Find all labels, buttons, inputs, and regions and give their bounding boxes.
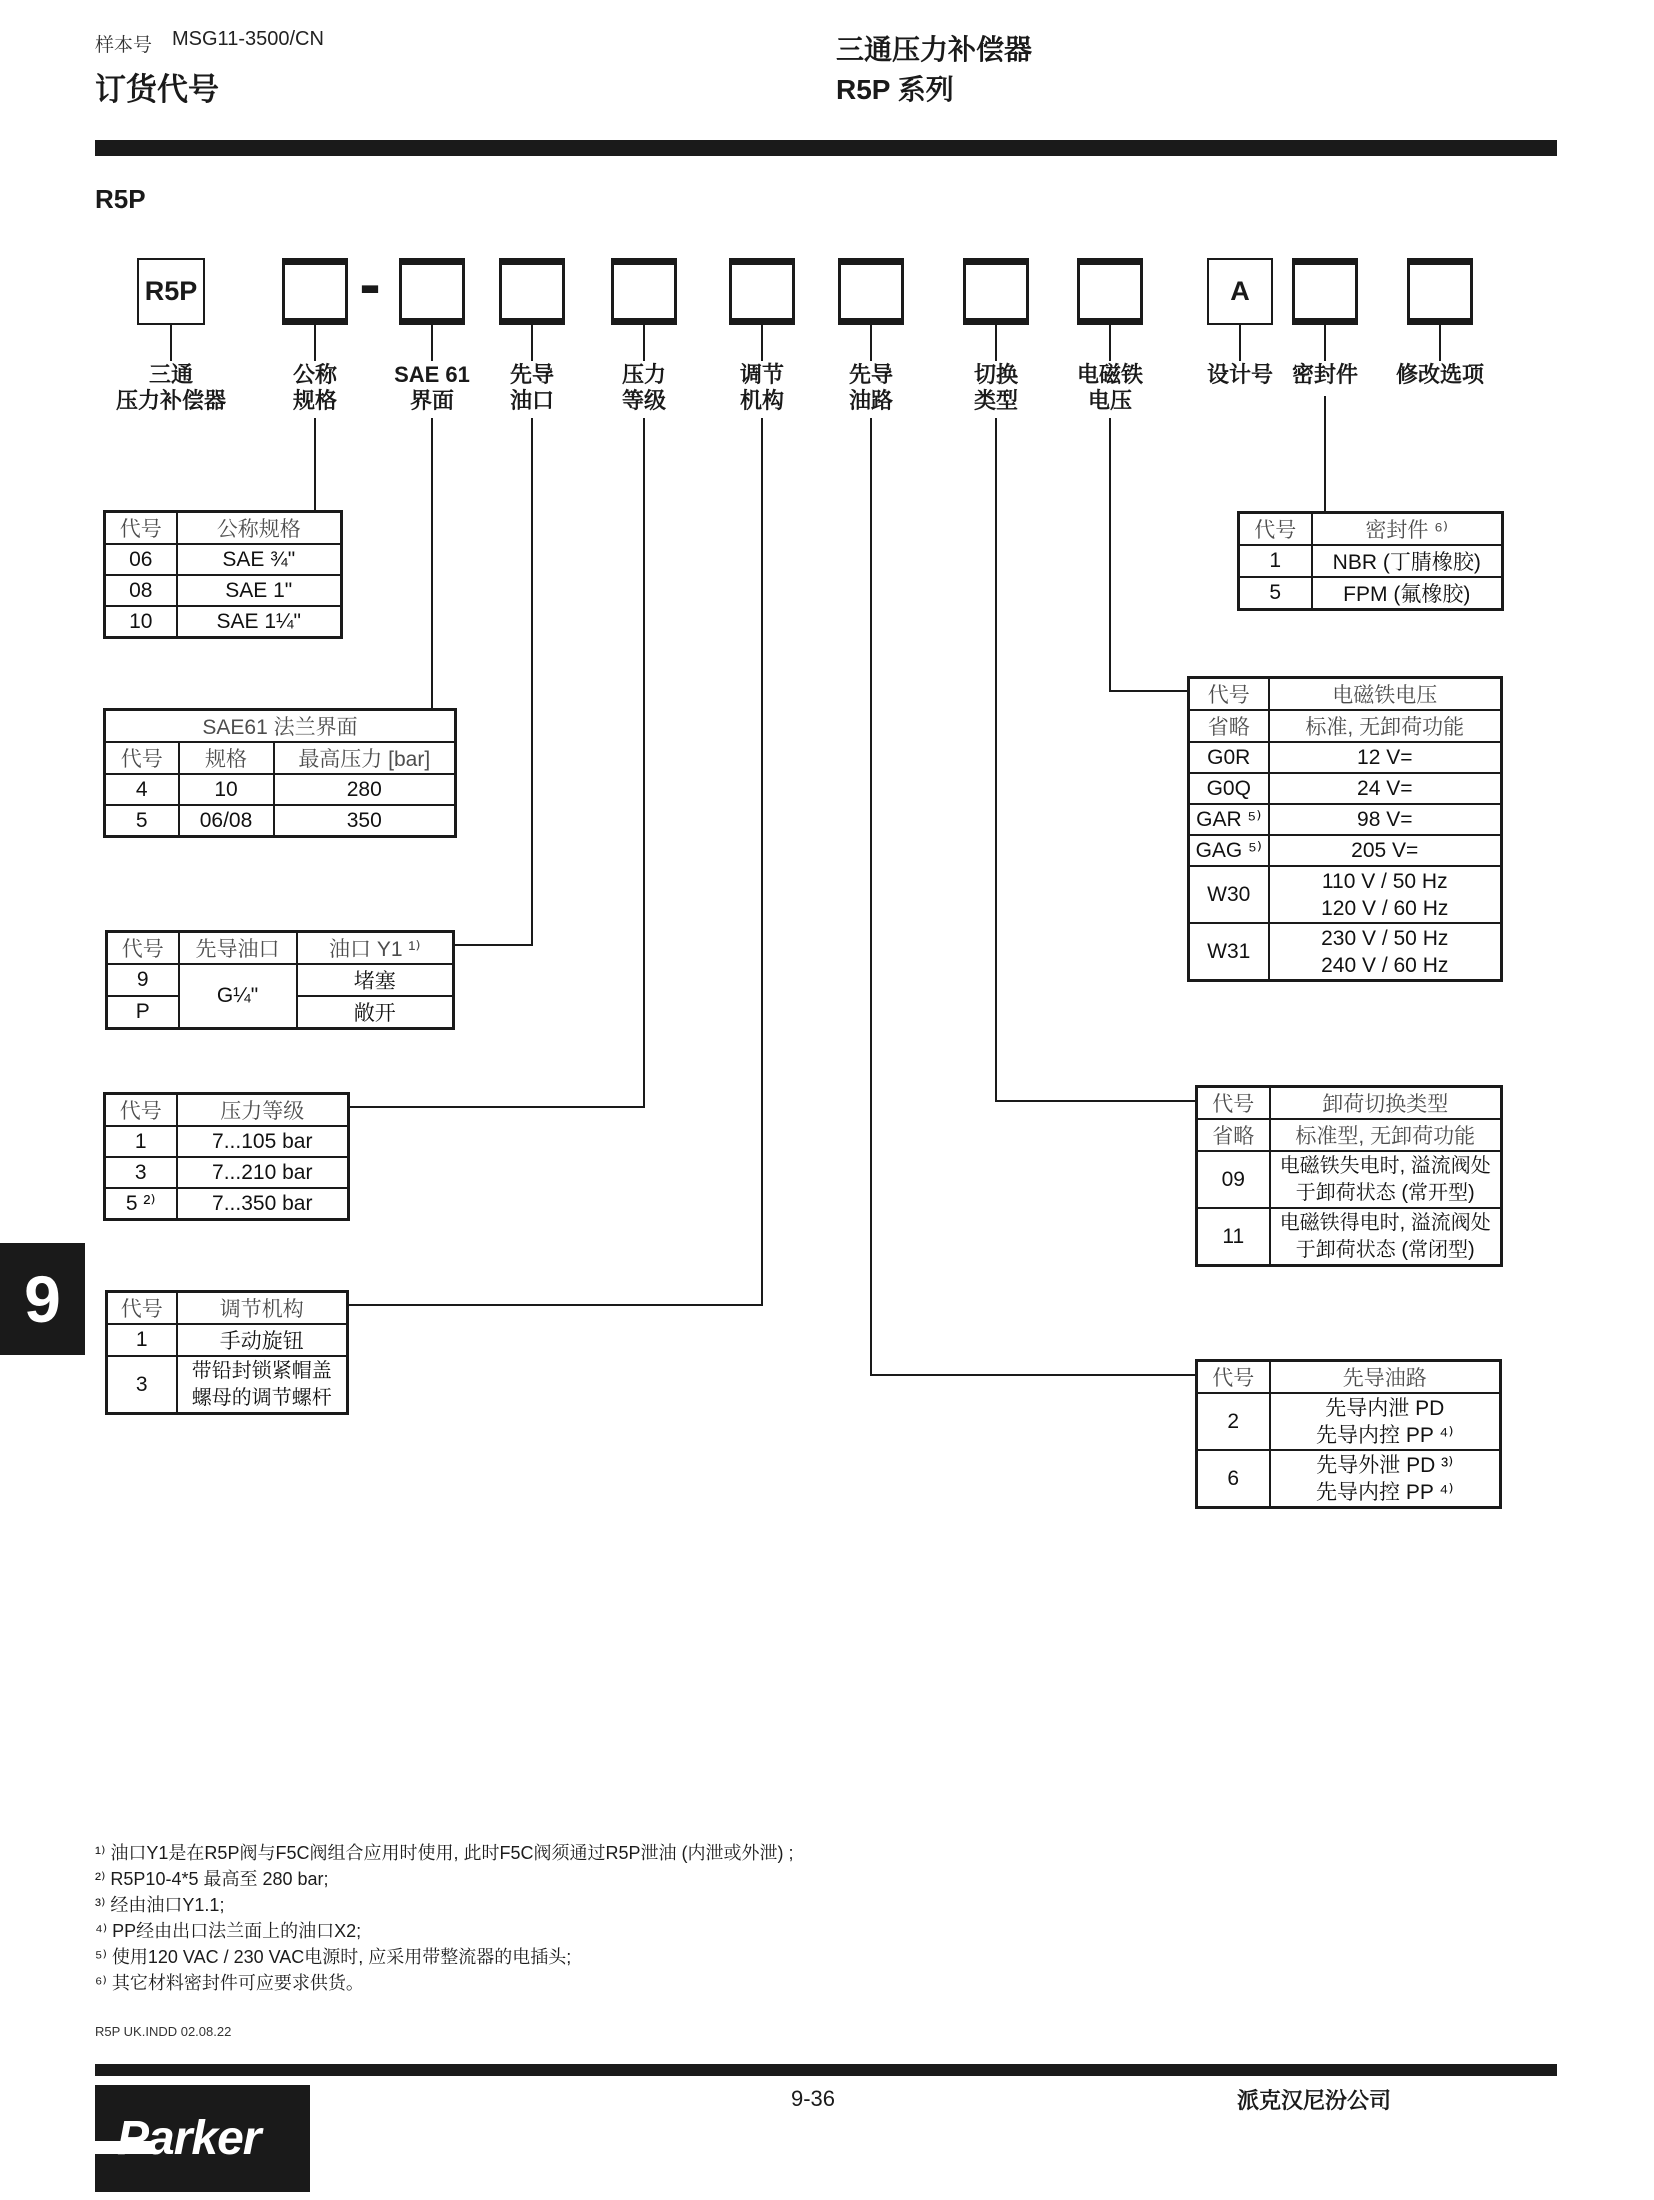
table-row: 9 G¼" 堵塞 <box>107 964 454 996</box>
table-row: 省略 标准型, 无卸荷功能 <box>1197 1119 1502 1151</box>
table-row: 10 SAE 1¼" <box>105 606 342 638</box>
field-label-design-number: 设计号 <box>1206 362 1273 387</box>
table-adjustment: 代号 调节机构 1 手动旋钮 3 带铅封锁紧帽盖 螺母的调节螺杆 <box>105 1290 349 1415</box>
product-title: 三通压力补偿器 <box>836 34 1033 65</box>
connector-line <box>431 418 433 708</box>
order-code-box-nominal-size <box>282 258 348 325</box>
order-code-box-valve-type <box>137 258 205 325</box>
field-label-seals: 密封件 <box>1291 362 1358 387</box>
table-pressure-rating: 代号 压力等级 1 7...105 bar 3 7...210 bar 5 ²⁾ 7...350 bar <box>103 1092 350 1221</box>
order-code-box-switching-type <box>963 258 1029 325</box>
order-code-box-seals <box>1292 258 1358 325</box>
connector-line <box>1109 325 1111 361</box>
table-row: 5 FPM (氟橡胶) <box>1239 577 1503 610</box>
order-code-box-pilot-circuit <box>838 258 904 325</box>
table-switching-type: 代号 卸荷切换类型 省略 标准型, 无卸荷功能 09 电磁铁失电时, 溢流阀处 于卸荷状态 (常开型) 11 电磁铁得电时, 溢流阀处 于卸荷状态 (常闭型) <box>1195 1085 1503 1267</box>
table-row: 省略 标准, 无卸荷功能 <box>1189 710 1502 742</box>
field-label-solenoid-voltage: 电磁铁 电压 <box>1076 362 1143 413</box>
table-pilot-port: 代号 先导油口 油口 Y1 ¹⁾ 9 G¼" 堵塞 P 敞开 <box>105 930 455 1030</box>
connector-line <box>314 325 316 361</box>
order-code-box-adjustment <box>729 258 795 325</box>
parker-logo <box>95 2085 310 2192</box>
order-code-separator: - <box>359 248 381 320</box>
field-label-valve-type: 三通 压力补偿器 <box>115 362 226 413</box>
order-code-prefix: R5P <box>144 276 198 306</box>
table-row: G0R 12 V= <box>1189 742 1502 773</box>
table-row: 5 ²⁾ 7...350 bar <box>105 1188 349 1220</box>
table-seals: 代号 密封件 ⁶⁾ 1 NBR (丁腈橡胶) 5 FPM (氟橡胶) <box>1237 511 1504 611</box>
connector-line <box>995 325 997 361</box>
table-row: 4 10 280 <box>105 774 456 805</box>
footnote: ¹⁾ 油口Y1是在R5P阀与F5C阀组合应用时使用, 此时F5C阀须通过R5P泄油 (内泄或外泄) ; <box>95 1843 794 1863</box>
connector-line <box>1239 325 1241 361</box>
table-solenoid-voltage: 代号 电磁铁电压 省略 标准, 无卸荷功能 G0R 12 V= G0Q 24 V= GAR ⁵⁾ 98 V= GAG ⁵⁾ 205 V= W30 110 V / 50 Hz 120 V / 60 Hz W31 230 V / 50 Hz 240 V / 60 Hz <box>1187 676 1503 982</box>
footnotes <box>95 1840 793 1996</box>
table-row: 06 SAE ¾" <box>105 544 342 575</box>
table-row: 11 电磁铁得电时, 溢流阀处 于卸荷状态 (常闭型) <box>1197 1208 1502 1266</box>
field-label-sae61-interface: SAE 61 界面 <box>394 362 470 413</box>
table-row: 3 7...210 bar <box>105 1157 349 1188</box>
page-title: 订货代号 <box>95 72 219 107</box>
footnote: ³⁾ 经由油口Y1.1; <box>95 1895 225 1915</box>
table-row: 1 手动旋钮 <box>107 1324 348 1356</box>
table-row: 09 电磁铁失电时, 溢流阀处 于卸荷状态 (常开型) <box>1197 1151 1502 1208</box>
design-number-code: A <box>1230 276 1250 306</box>
field-label-nominal-size: 公称 规格 <box>292 362 337 413</box>
field-label-pilot-circuit: 先导 油路 <box>848 362 893 413</box>
connector-line <box>1439 325 1441 361</box>
connector-line <box>1109 418 1111 692</box>
table-row: 2 先导内泄 PD 先导内控 PP ⁴⁾ <box>1197 1393 1501 1450</box>
connector-line <box>1324 325 1326 361</box>
footnote: ²⁾ R5P10-4*5 最高至 280 bar; <box>95 1869 329 1889</box>
parker-logo-text: Parker <box>117 2112 261 2165</box>
table-pilot-circuit: 代号 先导油路 2 先导内泄 PD 先导内控 PP ⁴⁾ 6 先导外泄 PD ³⁾ 先导内控 PP ⁴⁾ <box>1195 1359 1502 1509</box>
footnote: ⁵⁾ 使用120 VAC / 230 VAC电源时, 应采用带整流器的电插头; <box>95 1947 572 1967</box>
series-title: R5P 系列 <box>836 74 954 105</box>
table-row: 3 带铅封锁紧帽盖 螺母的调节螺杆 <box>107 1356 348 1414</box>
connector-line <box>349 1304 763 1306</box>
connector-line <box>1109 690 1187 692</box>
table-row: 08 SAE 1" <box>105 575 342 606</box>
field-label-modification: 修改选项 <box>1395 362 1484 387</box>
table-row: 1 NBR (丁腈橡胶) <box>1239 545 1503 577</box>
connector-line <box>531 418 533 946</box>
connector-line <box>643 325 645 361</box>
field-label-pressure-rating: 压力 等级 <box>621 362 666 413</box>
connector-line <box>314 418 316 510</box>
order-code-box-solenoid-voltage <box>1077 258 1143 325</box>
connector-line <box>761 418 763 1306</box>
connector-line <box>455 944 533 946</box>
table-row: G0Q 24 V= <box>1189 773 1502 804</box>
field-label-adjustment: 调节 机构 <box>739 362 784 413</box>
chapter-tab: 9 <box>0 1243 85 1355</box>
order-code-box-modification <box>1407 258 1473 325</box>
table-row: W30 110 V / 50 Hz 120 V / 60 Hz <box>1189 866 1502 923</box>
connector-line <box>995 418 997 1102</box>
order-code-box-design-number <box>1207 258 1273 325</box>
connector-line <box>643 418 645 1108</box>
table-row: W31 230 V / 50 Hz 240 V / 60 Hz <box>1189 923 1502 981</box>
order-code-box-sae61-interface <box>399 258 465 325</box>
footer-rule <box>95 2064 1557 2076</box>
footnote: ⁴⁾ PP经由出口法兰面上的油口X2; <box>95 1921 362 1941</box>
order-code-box-pilot-port <box>499 258 565 325</box>
connector-line <box>350 1106 645 1108</box>
connector-line <box>870 418 872 1376</box>
footnote: ⁶⁾ 其它材料密封件可应要求供货。 <box>95 1973 364 1993</box>
field-label-switching-type: 切换 类型 <box>973 362 1018 413</box>
table-row: 6 先导外泄 PD ³⁾ 先导内控 PP ⁴⁾ <box>1197 1450 1501 1508</box>
connector-line <box>761 325 763 361</box>
connector-line <box>431 325 433 361</box>
connector-line <box>870 1374 1195 1376</box>
table-nominal-size: 代号 公称规格 06 SAE ¾" 08 SAE 1" 10 SAE 1¼" <box>103 510 343 639</box>
table-row: GAR ⁵⁾ 98 V= <box>1189 804 1502 835</box>
connector-line <box>870 325 872 361</box>
table-sae61-flange: SAE61 法兰界面 代号 规格 最高压力 [bar] 4 10 280 5 06/08 350 <box>103 708 457 838</box>
table-row: 5 06/08 350 <box>105 805 456 837</box>
section-label: R5P <box>95 184 146 214</box>
connector-line <box>995 1100 1195 1102</box>
file-note: R5P UK.INDD 02.08.22 <box>95 2024 232 2039</box>
connector-line <box>531 325 533 361</box>
table-row: 1 7...105 bar <box>105 1126 349 1157</box>
table-row: GAG ⁵⁾ 205 V= <box>1189 835 1502 866</box>
doc-number: MSG11-3500/CN <box>172 28 324 50</box>
table-row: P 敞开 <box>107 996 454 1029</box>
order-code-box-pressure-rating <box>611 258 677 325</box>
doc-label: 样本号 <box>95 35 153 56</box>
field-label-pilot-port: 先导 油口 <box>509 362 554 413</box>
connector-line <box>170 325 172 361</box>
company-name: 派克汉尼汾公司 <box>1237 2088 1392 2113</box>
header-rule <box>95 140 1557 156</box>
connector-line <box>1324 396 1326 511</box>
page-number: 9-36 <box>790 2086 836 2111</box>
